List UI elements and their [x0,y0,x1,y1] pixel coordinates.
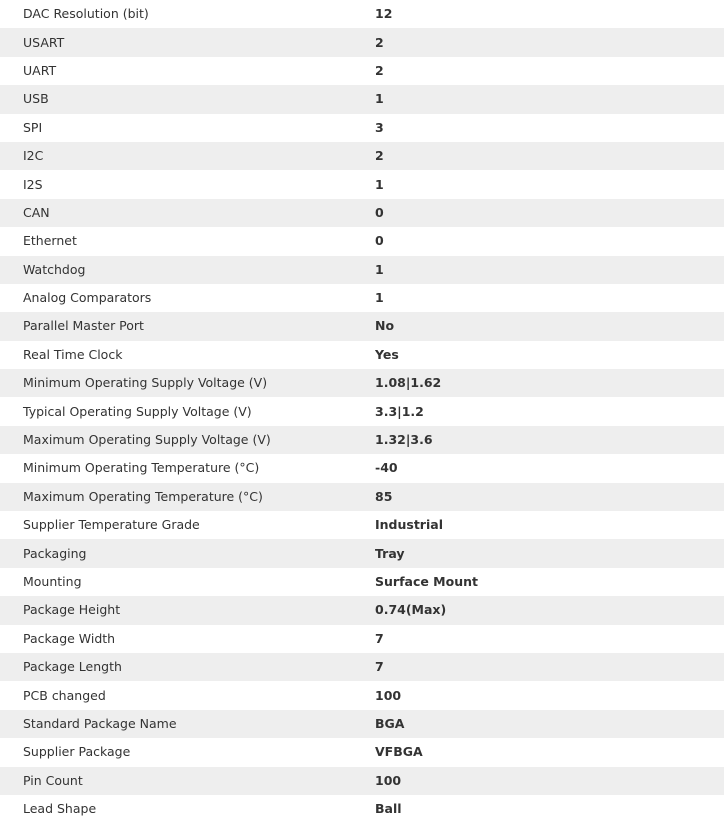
spec-value: 3 [375,119,384,135]
spec-value: 2 [375,62,384,78]
spec-label: Mounting [23,574,82,589]
spec-label: Supplier Package [23,744,131,760]
spec-label: Analog Comparators [23,290,152,306]
spec-label: Package Width [23,630,116,646]
spec-value: Surface Mount [375,574,478,589]
spec-label: Maximum Operating Temperature (°C) [23,488,263,504]
spec-label: Standard Package Name [23,715,177,731]
spec-value: BGA [375,715,405,731]
spec-row [0,114,724,142]
spec-label: Minimum Operating Supply Voltage (V) [23,375,268,391]
spec-label: UART [23,62,57,78]
spec-value: 1.32|3.6 [375,432,433,448]
spec-label: Maximum Operating Supply Voltage (V) [23,432,271,448]
spec-row [0,199,724,227]
spec-label: PCB changed [23,687,106,703]
spec-label: Packaging [23,545,87,561]
spec-row [0,483,724,511]
spec-label: I2S [23,176,43,192]
spec-value: 0 [375,233,384,249]
spec-label: Real Time Clock [23,346,123,362]
spec-value: 2 [375,34,384,50]
spec-row [0,284,724,312]
spec-value: 1 [375,261,384,277]
spec-row [0,256,724,284]
spec-row [0,0,724,28]
spec-row [0,397,724,425]
spec-value: Ball [375,801,402,817]
spec-row [0,710,724,738]
spec-value: 100 [375,687,402,703]
spec-value: 7 [375,630,384,646]
spec-row [0,568,724,596]
spec-row [0,653,724,681]
spec-label: Pin Count [23,772,83,788]
spec-row [0,57,724,85]
spec-row [0,767,724,795]
spec-row [0,511,724,539]
spec-label: I2C [23,148,44,164]
spec-row [0,539,724,567]
spec-value: Yes [375,346,399,362]
spec-row [0,625,724,653]
spec-label: Lead Shape [23,801,97,817]
spec-row [0,227,724,255]
spec-row [0,426,724,454]
spec-label: DAC Resolution (bit) [23,6,149,22]
spec-label: SPI [23,119,43,135]
spec-row [0,28,724,56]
spec-label: Parallel Master Port [23,318,144,334]
spec-value: 1 [375,176,384,192]
spec-value: 12 [375,6,393,22]
spec-value: 1 [375,91,384,107]
spec-value: 85 [375,488,393,504]
spec-value: 1 [375,290,384,306]
spec-row [0,795,724,823]
spec-value: VFBGA [375,744,423,760]
spec-row [0,85,724,113]
spec-row [0,738,724,766]
spec-label: Package Length [23,659,122,675]
spec-label: USART [23,34,65,50]
spec-label: Minimum Operating Temperature (°C) [23,460,260,476]
spec-value: 1.08|1.62 [375,375,442,391]
spec-row [0,142,724,170]
spec-value: No [375,318,395,334]
spec-row [0,170,724,198]
spec-row [0,454,724,482]
spec-row [0,341,724,369]
spec-label: Package Height [23,602,121,618]
spec-label: Typical Operating Supply Voltage (V) [23,403,252,419]
spec-value: 100 [375,772,402,788]
spec-label: CAN [23,204,50,220]
spec-row [0,596,724,624]
spec-value: 2 [375,148,384,164]
spec-value: 7 [375,659,384,675]
spec-value: Industrial [375,517,443,533]
spec-label: Watchdog [23,261,86,277]
spec-row [0,312,724,340]
spec-label: Ethernet [23,233,77,249]
spec-value: 3.3|1.2 [375,403,424,419]
spec-value: 0 [375,204,384,220]
spec-row [0,369,724,397]
spec-value: Tray [375,545,405,561]
spec-row [0,681,724,709]
spec-value: -40 [375,460,398,476]
spec-label: USB [23,91,49,107]
spec-label: Supplier Temperature Grade [23,517,200,533]
spec-value: 0.74(Max) [375,602,447,618]
